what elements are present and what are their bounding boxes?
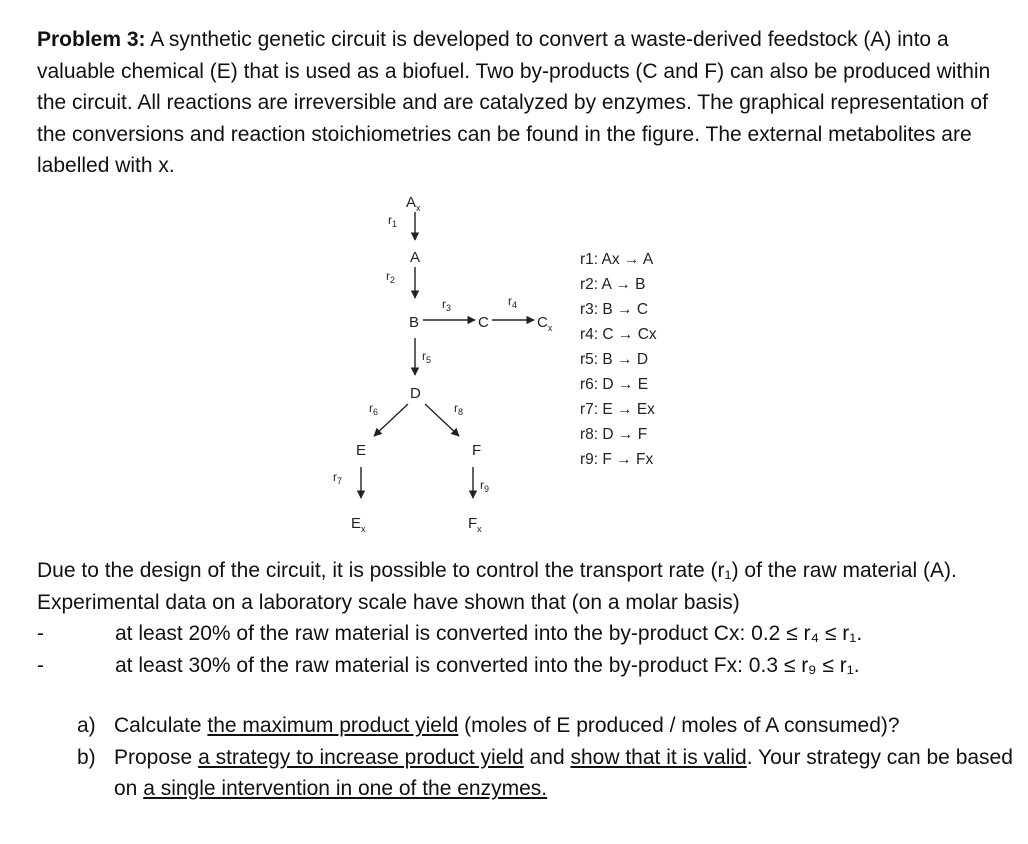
- node-cx: $C_x$: [537, 314, 553, 333]
- question-label: a): [77, 714, 96, 737]
- transport-paragraph: Due to the design of the circuit, it is possible to control the transport rate (r₁) of the raw material (A). Experimental data on a laboratory scale have shown that (on a molar basis): [37, 559, 957, 614]
- label-r8: $r_8$: [454, 401, 464, 417]
- label-r3: $r_3$: [442, 297, 452, 313]
- question-text: Calculate the maximum product yield (moles of E produced / moles of A consumed)?: [114, 714, 900, 737]
- label-r7: $r_7$: [333, 470, 343, 486]
- reaction-item: r5: B → D: [580, 351, 649, 368]
- node-c: C: [478, 314, 489, 331]
- node-fx: $F_x$: [468, 515, 482, 534]
- label-r9: $r_9$: [480, 478, 490, 494]
- arrow-r6: [374, 404, 408, 436]
- problem-intro: [37, 24, 1012, 182]
- problem-label: Problem 3:: [37, 28, 146, 51]
- question-label: b): [77, 745, 96, 769]
- list-item: [37, 618, 1022, 650]
- bullet-dash: -: [37, 622, 44, 645]
- node-f: F: [472, 442, 482, 459]
- constraint-list: [37, 618, 1022, 681]
- reaction-item: r2: A → B: [580, 276, 646, 293]
- node-e: E: [356, 442, 367, 459]
- bullet-text: at least 30% of the raw material is converted into the by-product Fx: 0.3 ≤ r₉ ≤ r₁.: [115, 653, 860, 677]
- reaction-item: r1: Ax → A: [580, 251, 654, 268]
- question-list: [77, 710, 1022, 805]
- bullet-dash: -: [37, 653, 44, 677]
- node-a: A: [410, 249, 421, 266]
- problem-intro-text: A synthetic genetic circuit is developed to convert a waste-derived feedstock (A) into a valuable chemical (E) that is used as a biofuel. Two by-products (C and F) can also be produced within the circuit. All reactions are irreversible and are catalyzed by enzymes. The graphical representation of the conversions and reaction stoichiometries can be found in the figure. The external metabolites are labelled with x.: [37, 28, 991, 177]
- label-r5: $r_5$: [422, 349, 432, 365]
- label-r2: $r_2$: [386, 269, 396, 285]
- reaction-item: r6: D → E: [580, 376, 649, 393]
- question-a: [77, 710, 1022, 742]
- reaction-network-diagram: [330, 192, 760, 542]
- node-d: D: [410, 385, 421, 402]
- reaction-item: r9: F → Fx: [580, 451, 654, 468]
- bullet-text: at least 20% of the raw material is converted into the by-product Cx: 0.2 ≤ r₄ ≤ r₁.: [115, 622, 863, 645]
- label-r6: $r_6$: [369, 401, 379, 417]
- reaction-item: r7: E → Ex: [580, 401, 655, 418]
- label-r1: $r_1$: [388, 213, 398, 229]
- node-ax: $A_x$: [406, 194, 421, 213]
- label-r4: $r_4$: [508, 294, 518, 310]
- node-b: B: [409, 314, 420, 331]
- node-ex: $E_x$: [351, 515, 366, 534]
- reaction-item: r4: C → Cx: [580, 326, 657, 343]
- question-b: [77, 742, 1022, 805]
- list-item: [37, 650, 1022, 682]
- reaction-item: r8: D → F: [580, 426, 648, 443]
- question-text: Propose a strategy to increase product yield and show that it is valid. Your strategy can be based on a single intervention in one of the enzymes.: [114, 745, 1013, 800]
- reaction-list: [580, 251, 657, 468]
- reaction-item: r3: B → C: [580, 301, 649, 318]
